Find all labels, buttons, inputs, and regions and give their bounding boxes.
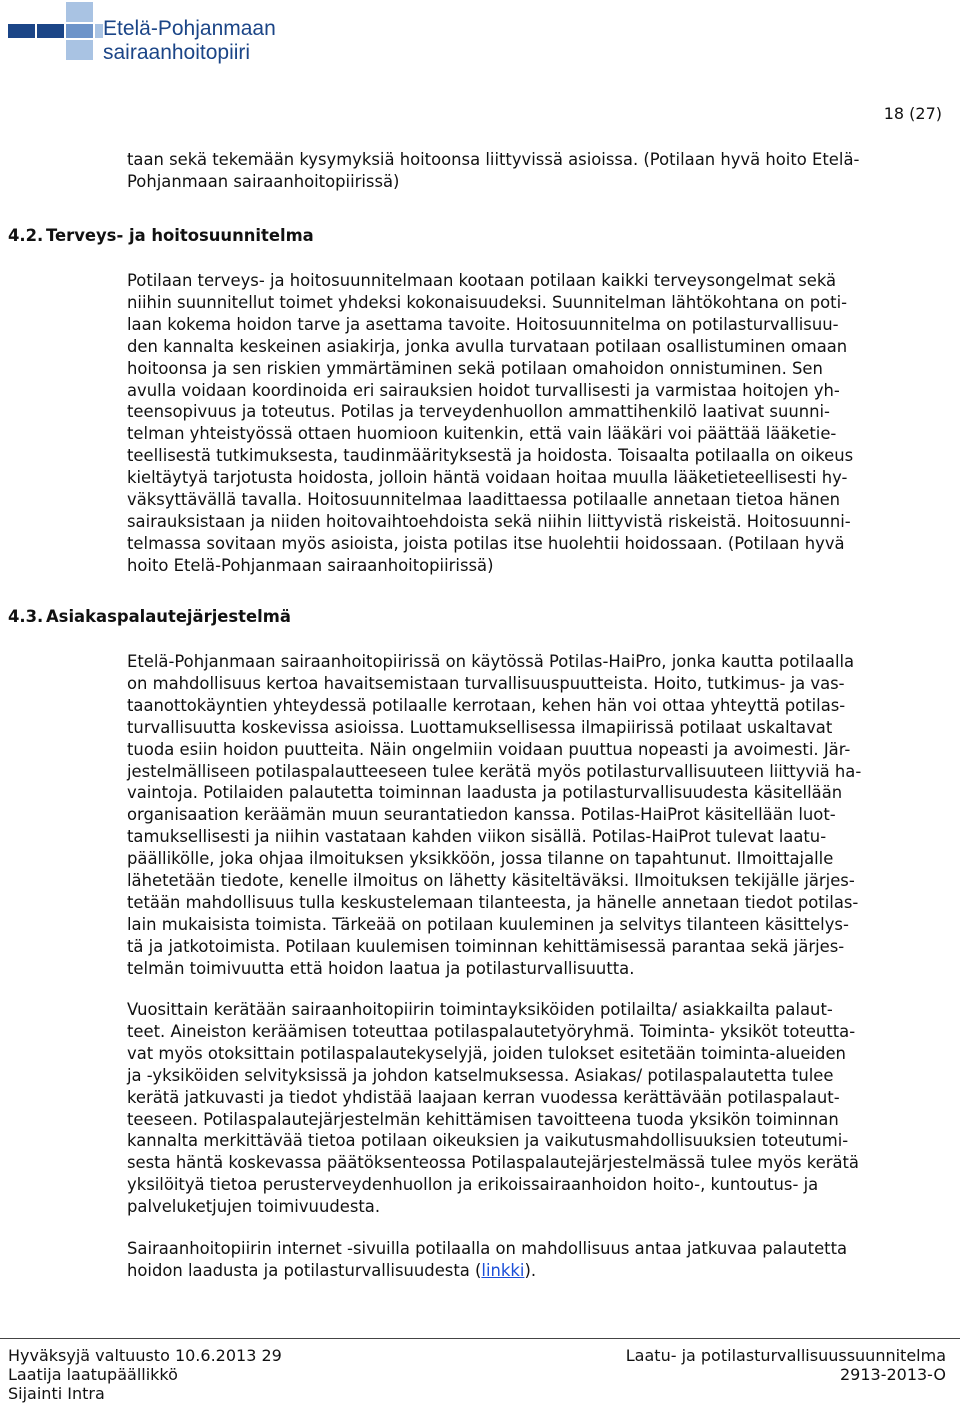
text-line: Pohjanmaan sairaanhoitopiirissä): [127, 171, 400, 191]
text-line: laan kokema hoidon tarve ja asettama tavoite. Hoitosuunnitelma on potilasturvallisuu-: [127, 314, 839, 334]
text-line: on mahdollisuus kertoa havaitsemistaan turvallisuuspuutteista. Hoito, tutkimus- ja vas-: [127, 673, 845, 693]
text-line: Vuosittain kerätään sairaanhoitopiirin toimintayksiköiden potilailta/ asiakkailta palaut-: [127, 1000, 833, 1019]
text-line: väksyttävällä tavalla. Hoitosuunnitelmaa laadittaessa potilaalle annetaan tietoa hänen: [127, 490, 841, 510]
text-line: ja -yksiköiden selvityksissä ja johdon katselmuksessa. Asiakas/ potilaspalautetta tulee: [127, 1065, 834, 1085]
section-title: Terveys- ja hoitosuunnitelma: [46, 226, 314, 245]
text-line: tuoda esiin hoidon puutteita. Näin ongelmiin voidaan puuttua nopeasti ja avoimesti. Jär-: [127, 739, 851, 759]
text-segment: hoidon laadusta ja potilasturvallisuudesta (: [127, 1260, 482, 1280]
footer-approved: Hyväksyjä valtuusto 10.6.2013 29: [8, 1346, 282, 1365]
text-line: Etelä-Pohjanmaan sairaanhoitopiirissä on käytössä Potilas-HaiPro, jonka kautta potilaalla: [127, 652, 855, 671]
text-line: telmän toimivuutta että hoidon laatua ja potilasturvallisuutta.: [127, 958, 635, 978]
text-line: kerätä jatkuvasti ja tiedot yhdistää laajaan kerran vuodessa kerättävään potilaspalaut-: [127, 1087, 840, 1107]
section-number: 4.2.: [8, 226, 44, 245]
text-line: päällikölle, joka ohjaa ilmoituksen yksikköön, jossa tilanne on tapahtunut. Ilmoittajalle: [127, 849, 834, 869]
footer-location: Sijainti Intra: [8, 1384, 105, 1403]
text-line: kannalta merkittävää tietoa potilaan oikeuksien ja vaikutusmahdollisuuksien toteutumi-: [127, 1131, 849, 1151]
text-line: Sairaanhoitopiirin internet -sivuilla potilaalla on mahdollisuus antaa jatkuvaa palautetta: [127, 1239, 848, 1258]
text-line: niihin suunnitellut toimet yhdeksi kokonaisuudeksi. Suunnitelman lähtökohtana on poti-: [127, 292, 848, 312]
text-line: teet. Aineiston keräämisen toteuttaa potilaspalautetyöryhmä. Toiminta- yksiköt toteutta-: [127, 1021, 856, 1041]
text-line: taanottokäyntien yhteydessä potilaalle kerrotaan, kehen hän voi ottaa yhteyttä potilas-: [127, 695, 846, 715]
text-line: organisaation keräämän muun seurantatiedon kanssa. Potilas-HaiProt käsitellään luot-: [127, 805, 836, 825]
footer-divider: [0, 1338, 960, 1339]
text-line: Potilaan terveys- ja hoitosuunnitelmaan kootaan potilaan kaikki terveysongelmat sekä: [127, 271, 837, 290]
text-line: tamuksellisesti ja niihin vastataan kahden viikon sisällä. Potilas-HaiProt tulevat laatu-: [127, 827, 827, 847]
text-line: sairauksistaan ja niiden hoitovaihtoehdoista sekä niihin liittyvistä riskeistä. Hoitosuunni-: [127, 511, 851, 531]
text-line: lähetetään tiedote, kenelle ilmoitus on lähetty käsiteltäväksi. Ilmoituksen tekijälle järjes-: [127, 871, 855, 891]
text-line: teensopivuus ja toteutus. Potilas ja terveydenhuollon ammattihenkilö laativat suunni-: [127, 402, 830, 422]
section-title: Asiakaspalautejärjestelmä: [46, 607, 291, 626]
footer-doc-title: Laatu- ja potilasturvallisuussuunnitelma: [625, 1346, 946, 1365]
text-line: vat myös otoksittain potilaspalautekyselyjä, joiden tulokset esitetään toiminta-alueiden: [127, 1043, 846, 1063]
section-heading-4-3: [8, 607, 291, 626]
feedback-link[interactable]: linkki: [481, 1260, 525, 1280]
org-name-line1: Etelä-Pohjanmaan: [103, 17, 276, 40]
text-line: den kannalta keskeinen asiakirja, jonka avulla turvataan potilaan osallistuminen omaan: [127, 336, 848, 356]
section-heading-4-2: [8, 226, 314, 245]
section-number: 4.3.: [8, 607, 44, 626]
text-line: teeseen. Potilaspalautejärjestelmän kehittämisen tavoitteena tuoda yksikön toiminnan: [127, 1109, 839, 1129]
section-4-2-paragraph: [127, 270, 927, 577]
text-line: turvallisuutta koskevissa asioissa. Luottamuksellisessa ilmapiirissä potilaat uskaltavat: [127, 717, 833, 737]
text-line: telman yhteistyössä ottaen huomioon kuitenkin, että vain lääkäri voi päättää lääketie-: [127, 424, 837, 444]
text-line: [127, 1260, 927, 1282]
text-line: hoitoonsa ja sen riskien ymmärtäminen sekä potilaan omahoidon onnistuminen. Sen: [127, 358, 823, 378]
section-4-3-paragraph-3: [127, 1238, 927, 1282]
section-4-3-paragraph-2: [127, 999, 927, 1218]
footer-author: Laatija laatupäällikkö: [8, 1365, 178, 1384]
text-line: teellisestä tutkimuksesta, taudinmäärityksestä ja hoidosta. Toisaalta potilaalla on oikeus: [127, 446, 854, 466]
footer-doc-code: 2913-2013-O: [839, 1365, 946, 1384]
text-line: tetään mahdollisuus tulla keskustelemaan tilanteesta, ja hänelle annetaan tiedot potilas-: [127, 892, 859, 912]
text-line: jestelmälliseen potilaspalautteeseen tulee kerätä myös potilasturvallisuuteen liittyviä ha-: [127, 761, 862, 781]
text-line: taan sekä tekemään kysymyksiä hoitoonsa liittyvissä asioissa. (Potilaan hyvä hoito Etelä-: [127, 150, 860, 169]
text-segment: ).: [524, 1260, 537, 1280]
text-line: palveluketjujen toimivuudesta.: [127, 1197, 381, 1217]
text-line: lain mukaisista toimista. Tärkeää on potilaan kuuleminen ja selvitys tilanteen käsittelys-: [127, 914, 849, 934]
text-line: avulla voidaan koordinoida eri sairauksien hoidot turvallisesti ja varmistaa hoitojen yh-: [127, 380, 840, 400]
text-line: sesta häntä koskevassa päätöksenteossa Potilaspalautejärjestelmässä tulee myös kerätä: [127, 1153, 859, 1173]
page-number: 18 (27): [883, 104, 942, 123]
text-line: telmassa sovitaan myös asioista, joista potilas itse huolehtii hoidossaan. (Potilaan hyvä: [127, 533, 845, 553]
text-line: yksilöityä tietoa perusterveydenhuollon ja erikoissairaanhoidon hoito-, kuntoutus- ja: [127, 1175, 819, 1195]
text-line: vaintoja. Potilaiden palautetta toiminnan laadusta ja potilasturvallisuudesta käsitellään: [127, 783, 843, 803]
org-name-line2: sairaanhoitopiiri: [103, 41, 251, 64]
text-line: kieltäytyä tarjotusta hoidosta, jolloin häntä voidaan hoitaa muulla lääketieteellisesti hy-: [127, 468, 848, 488]
text-line: tä ja jatkotoimista. Potilaan kuulemisen toiminnan kehittämisessä parantaa sekä järjes-: [127, 936, 845, 956]
text-line: hoito Etelä-Pohjanmaan sairaanhoitopiirissä): [127, 555, 494, 575]
intro-paragraph: [127, 149, 927, 193]
section-4-3-paragraph-1: [127, 651, 927, 980]
